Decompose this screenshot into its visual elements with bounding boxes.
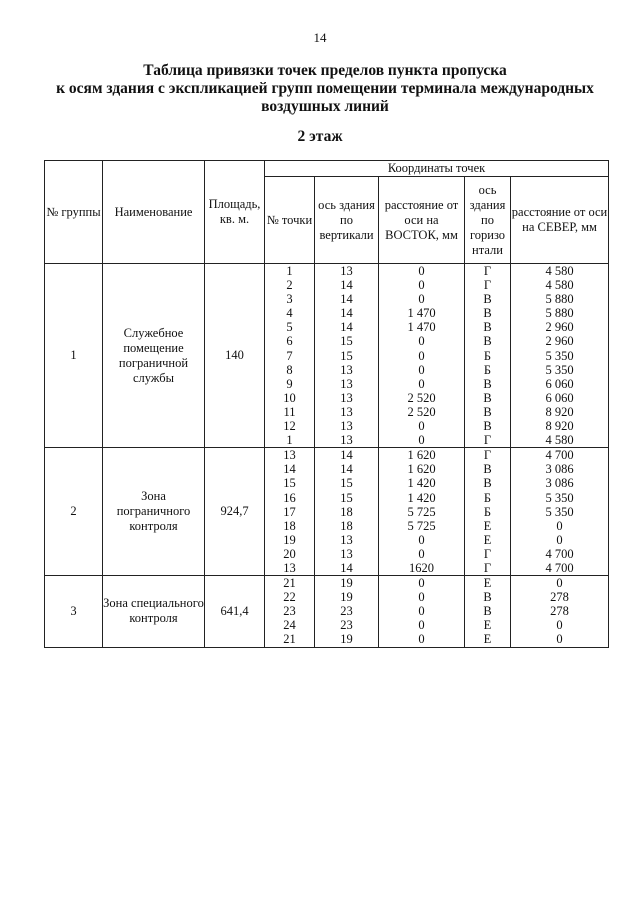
axis-horizontal: В [483,404,492,419]
axis-vertical: 14 [340,292,353,307]
axis-horizontal: В [483,376,492,391]
table-body [45,264,609,648]
axis-vertical: 15 [340,476,353,491]
distance-north: 2 960 [545,320,574,335]
group-name: Зона пограничного контроля [103,448,205,576]
distance-north: 3 086 [545,462,574,477]
axis-vertical: 15 [340,490,353,505]
distance-north: 278 [550,604,569,619]
axis-horizontal: В [483,604,492,619]
point-number: 9 [286,376,293,391]
axis-horizontal-column [465,448,511,576]
axis-horizontal: В [483,476,492,491]
distance-north: 4 700 [545,448,574,463]
distance-north: 0 [556,576,563,591]
group-number: 2 [45,448,103,576]
axis-horizontal: Б [483,348,492,363]
distance-north: 5 350 [545,490,574,505]
axis-horizontal-column [465,576,511,647]
point-number: 1 [286,264,293,278]
axis-horizontal: Е [483,532,492,547]
axis-horizontal: В [483,462,492,477]
point-number: 6 [286,334,293,349]
point-number: 15 [283,476,296,491]
distance-east: 5 725 [407,518,436,533]
group-name: Служебное помещение пограничной службы [103,264,205,448]
axis-vertical: 13 [340,419,353,434]
distance-north: 3 086 [545,476,574,491]
document-title [40,62,610,116]
distance-north: 8 920 [545,419,574,434]
point-number: 13 [283,560,296,575]
point-number: 13 [283,448,296,463]
axis-horizontal: Е [483,632,492,647]
axis-horizontal: Е [483,576,492,591]
distance-north-column [511,264,609,448]
point-number: 24 [283,618,296,633]
axis-horizontal: Г [483,546,492,561]
distance-east: 0 [418,362,425,377]
distance-east: 1 420 [407,490,436,505]
axis-vertical: 14 [340,320,353,335]
distance-north: 4 700 [545,546,574,561]
floor-label: 2 этаж [297,128,343,145]
axis-vertical: 18 [340,518,353,533]
distance-north: 5 880 [545,306,574,321]
distance-north: 278 [550,590,569,605]
axis-horizontal: В [483,306,492,321]
point-number-column [265,264,315,448]
distance-east: 1 620 [407,462,436,477]
axis-vertical: 23 [340,604,353,619]
distance-north: 2 960 [545,334,574,349]
axis-vertical: 13 [340,546,353,561]
header-area: Площадь, кв. м. [205,161,265,264]
table-row [45,264,609,448]
axis-horizontal: Е [483,618,492,633]
title-line: воздушных линий [261,98,389,115]
axis-vertical: 14 [340,306,353,321]
distance-east: 0 [418,604,425,619]
axis-vertical-column [315,264,379,448]
axis-vertical: 13 [340,532,353,547]
distance-east-column [379,264,465,448]
title-line: Таблица привязки точек пределов пункта пропуска [143,62,507,79]
axis-horizontal: В [483,320,492,335]
point-number: 11 [283,404,296,419]
axis-vertical: 23 [340,618,353,633]
distance-east: 5 725 [407,504,436,519]
group-name: Зона специального контроля [103,576,205,647]
distance-east: 2 520 [407,390,436,405]
axis-vertical: 15 [340,348,353,363]
distance-east: 0 [418,292,425,307]
axis-vertical: 13 [340,404,353,419]
axis-horizontal: Б [483,362,492,377]
header-axis-horizontal: ось здания по горизо нтали [465,177,511,264]
distance-east: 0 [418,590,425,605]
point-number: 16 [283,490,296,505]
point-number: 22 [283,590,296,605]
distance-east: 0 [418,278,425,293]
distance-north: 0 [556,518,563,533]
axis-vertical: 14 [340,462,353,477]
axis-horizontal: Г [483,560,492,575]
header-axis-vertical: ось здания по вертикали [315,177,379,264]
point-number: 2 [286,278,293,293]
distance-east: 0 [418,264,425,278]
group-area: 924,7 [205,448,265,576]
distance-north: 5 880 [545,292,574,307]
distance-east: 1 620 [407,448,436,463]
point-number-column [265,576,315,647]
distance-east: 0 [418,632,425,647]
point-number: 21 [283,576,296,591]
distance-east: 0 [418,419,425,434]
axis-horizontal: В [483,334,492,349]
axis-horizontal: В [483,590,492,605]
group-area: 140 [205,264,265,448]
point-number: 20 [283,546,296,561]
axis-horizontal: Г [483,433,492,448]
axis-horizontal: Г [483,278,492,293]
distance-north: 0 [556,532,563,547]
axis-horizontal-column [465,264,511,448]
distance-east: 1 420 [407,476,436,491]
axis-vertical: 18 [340,504,353,519]
group-number: 1 [45,264,103,448]
axis-horizontal: Г [483,448,492,463]
axis-vertical-column [315,448,379,576]
axis-vertical: 14 [340,448,353,463]
distance-east: 2 520 [407,404,436,419]
distance-east: 0 [418,546,425,561]
axis-horizontal: Б [483,504,492,519]
distance-north: 6 060 [545,390,574,405]
axis-horizontal: Г [483,264,492,278]
distance-north: 4 700 [545,560,574,575]
axis-horizontal: В [483,390,492,405]
distance-north-column [511,448,609,576]
distance-north: 4 580 [545,433,574,448]
distance-east-column [379,448,465,576]
axis-vertical: 14 [340,560,353,575]
distance-north: 6 060 [545,376,574,391]
distance-north: 5 350 [545,348,574,363]
point-number: 3 [286,292,293,307]
axis-vertical-column [315,576,379,647]
point-number: 10 [283,390,296,405]
axis-horizontal: В [483,292,492,307]
point-number: 1 [286,433,293,448]
distance-north: 8 920 [545,404,574,419]
header-group-no: № группы [45,161,103,264]
distance-east: 0 [418,334,425,349]
axis-vertical: 19 [340,590,353,605]
distance-north: 4 580 [545,264,574,278]
points-table [44,160,609,648]
axis-vertical: 13 [340,433,353,448]
distance-north: 5 350 [545,362,574,377]
point-number: 23 [283,604,296,619]
distance-north: 0 [556,632,563,647]
axis-vertical: 13 [340,264,353,278]
point-number: 17 [283,504,296,519]
distance-north-column [511,576,609,647]
header-dist-east: расстояние от оси на ВОСТОК, мм [379,177,465,264]
header-dist-north: расстояние от оси на СЕВЕР, мм [511,177,609,264]
distance-north: 4 580 [545,278,574,293]
axis-vertical: 13 [340,362,353,377]
distance-east: 1 470 [407,306,436,321]
distance-east: 1 470 [407,320,436,335]
point-number: 7 [286,348,293,363]
axis-vertical: 13 [340,390,353,405]
axis-vertical: 19 [340,576,353,591]
axis-vertical: 15 [340,334,353,349]
point-number: 8 [286,362,293,377]
distance-north: 0 [556,618,563,633]
point-number: 5 [286,320,293,335]
axis-vertical: 14 [340,278,353,293]
point-number-column [265,448,315,576]
axis-vertical: 19 [340,632,353,647]
point-number: 19 [283,532,296,547]
axis-vertical: 13 [340,376,353,391]
distance-east: 0 [418,532,425,547]
distance-east: 0 [418,433,425,448]
page-number: 14 [313,30,327,45]
point-number: 18 [283,518,296,533]
point-number: 12 [283,419,296,434]
distance-east: 0 [418,348,425,363]
distance-east: 1620 [409,560,434,575]
table-row [45,576,609,647]
axis-horizontal: Е [483,518,492,533]
header-coords: Координаты точек [265,161,609,177]
distance-north: 5 350 [545,504,574,519]
group-area: 641,4 [205,576,265,647]
header-point-no: № точки [265,177,315,264]
distance-east: 0 [418,376,425,391]
point-number: 14 [283,462,296,477]
point-number: 4 [286,306,293,321]
distance-east-column [379,576,465,647]
distance-east: 0 [418,576,425,591]
group-number: 3 [45,576,103,647]
axis-horizontal: Б [483,490,492,505]
axis-horizontal: В [483,419,492,434]
table-row [45,448,609,576]
distance-east: 0 [418,618,425,633]
point-number: 21 [283,632,296,647]
header-name: Наименование [103,161,205,264]
title-line: к осям здания с экспликацией групп помещении терминала международных [56,80,594,97]
